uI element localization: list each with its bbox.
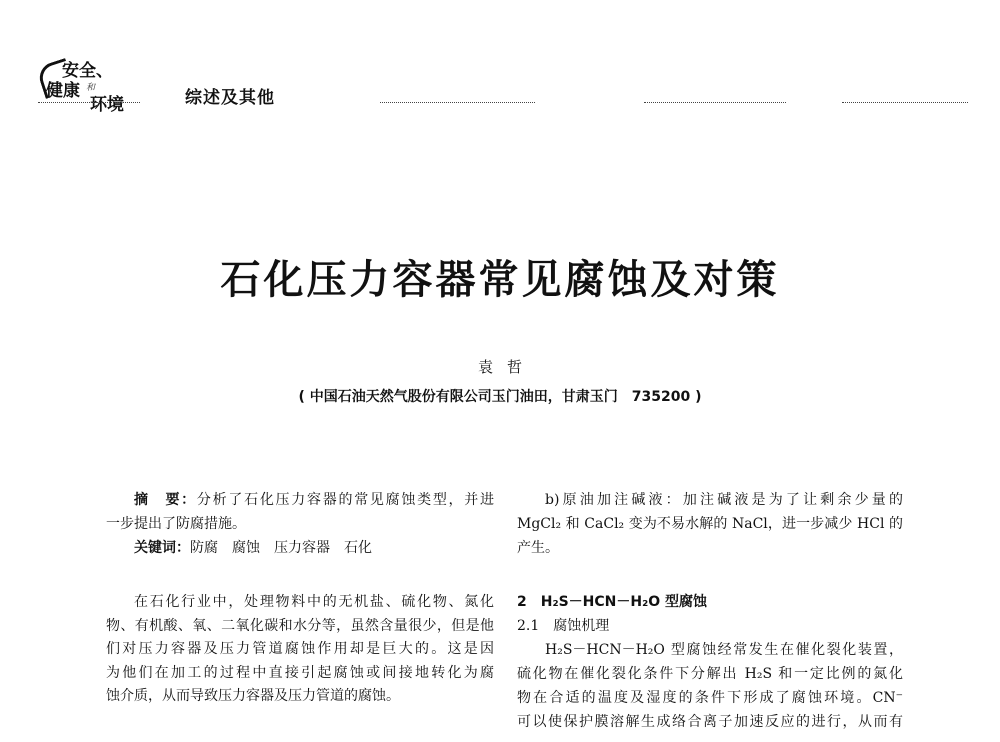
header-rule xyxy=(38,102,140,103)
body-line: 产生。 xyxy=(517,540,559,556)
body-line: 为他们在加工的过程中直接引起腐蚀或间接地转化为腐 xyxy=(106,664,494,681)
body-line: 硫化物在催化裂化条件下分解出 H₂S 和一定比例的氮化 xyxy=(517,666,903,682)
journal-logo xyxy=(38,56,150,115)
section-heading: 2 H₂S－HCN－H₂O 型腐蚀 xyxy=(517,594,708,610)
body-line: 蚀介质，从而导致压力容器及压力管道的腐蚀。 xyxy=(106,688,400,704)
abstract-text: 分析了石化压力容器的常见腐蚀类型，并进 xyxy=(196,492,495,508)
body-line: MgCl₂ 和 CaCl₂ 变为不易水解的 NaCl，进一步减少 HCl 的 xyxy=(517,516,903,532)
body-line: 物在合适的温度及湿度的条件下形成了腐蚀环境。CN⁻ xyxy=(517,690,903,706)
body-line: 们对压力容器及压力管道腐蚀作用却是巨大的。这是因 xyxy=(106,641,494,657)
abstract-block xyxy=(106,488,494,560)
logo-text-safety: 安全、 xyxy=(62,61,113,81)
author-name: 袁哲 xyxy=(477,358,536,376)
header-rule xyxy=(380,102,535,103)
keywords-label: 关键词： xyxy=(134,540,190,556)
article-title: 石化压力容器常见腐蚀及对策 xyxy=(220,256,780,303)
intro-paragraph xyxy=(106,591,494,709)
header-rule xyxy=(644,102,786,103)
author-affiliation: ( 中国石油天然气股份有限公司玉门油田，甘肃玉门 735200 ) xyxy=(298,389,702,405)
body-line: 可以使保护膜溶解生成络合离子加速反应的进行，从而有 xyxy=(517,714,903,730)
logo-text-and: 和 xyxy=(86,83,96,93)
body-line: H₂S－HCN－H₂O 型腐蚀经常发生在催化裂化装置， xyxy=(545,642,903,658)
section-label: 综述及其他 xyxy=(185,88,275,108)
keywords-text: 防腐 腐蚀 压力容器 石化 xyxy=(190,540,372,556)
subsection-heading: 2.1 腐蚀机理 xyxy=(517,618,610,634)
logo-text-environment: 环境 xyxy=(90,95,124,115)
logo-text-health: 健康 xyxy=(46,81,80,101)
abstract-text: 一步提出了防腐措施。 xyxy=(106,516,246,532)
body-line: b)原油加注碱液：加注碱液是为了让剩余少量的 xyxy=(545,492,903,508)
caustic-injection-paragraph xyxy=(517,488,903,560)
body-line: 物、有机酸、氧、二氧化碳和水分等，虽然含量很少，但是他 xyxy=(106,617,494,634)
body-line: 在石化行业中，处理物料中的无机盐、硫化物、氮化 xyxy=(134,594,494,610)
abstract-label: 摘 要： xyxy=(134,492,197,508)
header-rule xyxy=(842,102,968,103)
section-2 xyxy=(517,590,903,734)
